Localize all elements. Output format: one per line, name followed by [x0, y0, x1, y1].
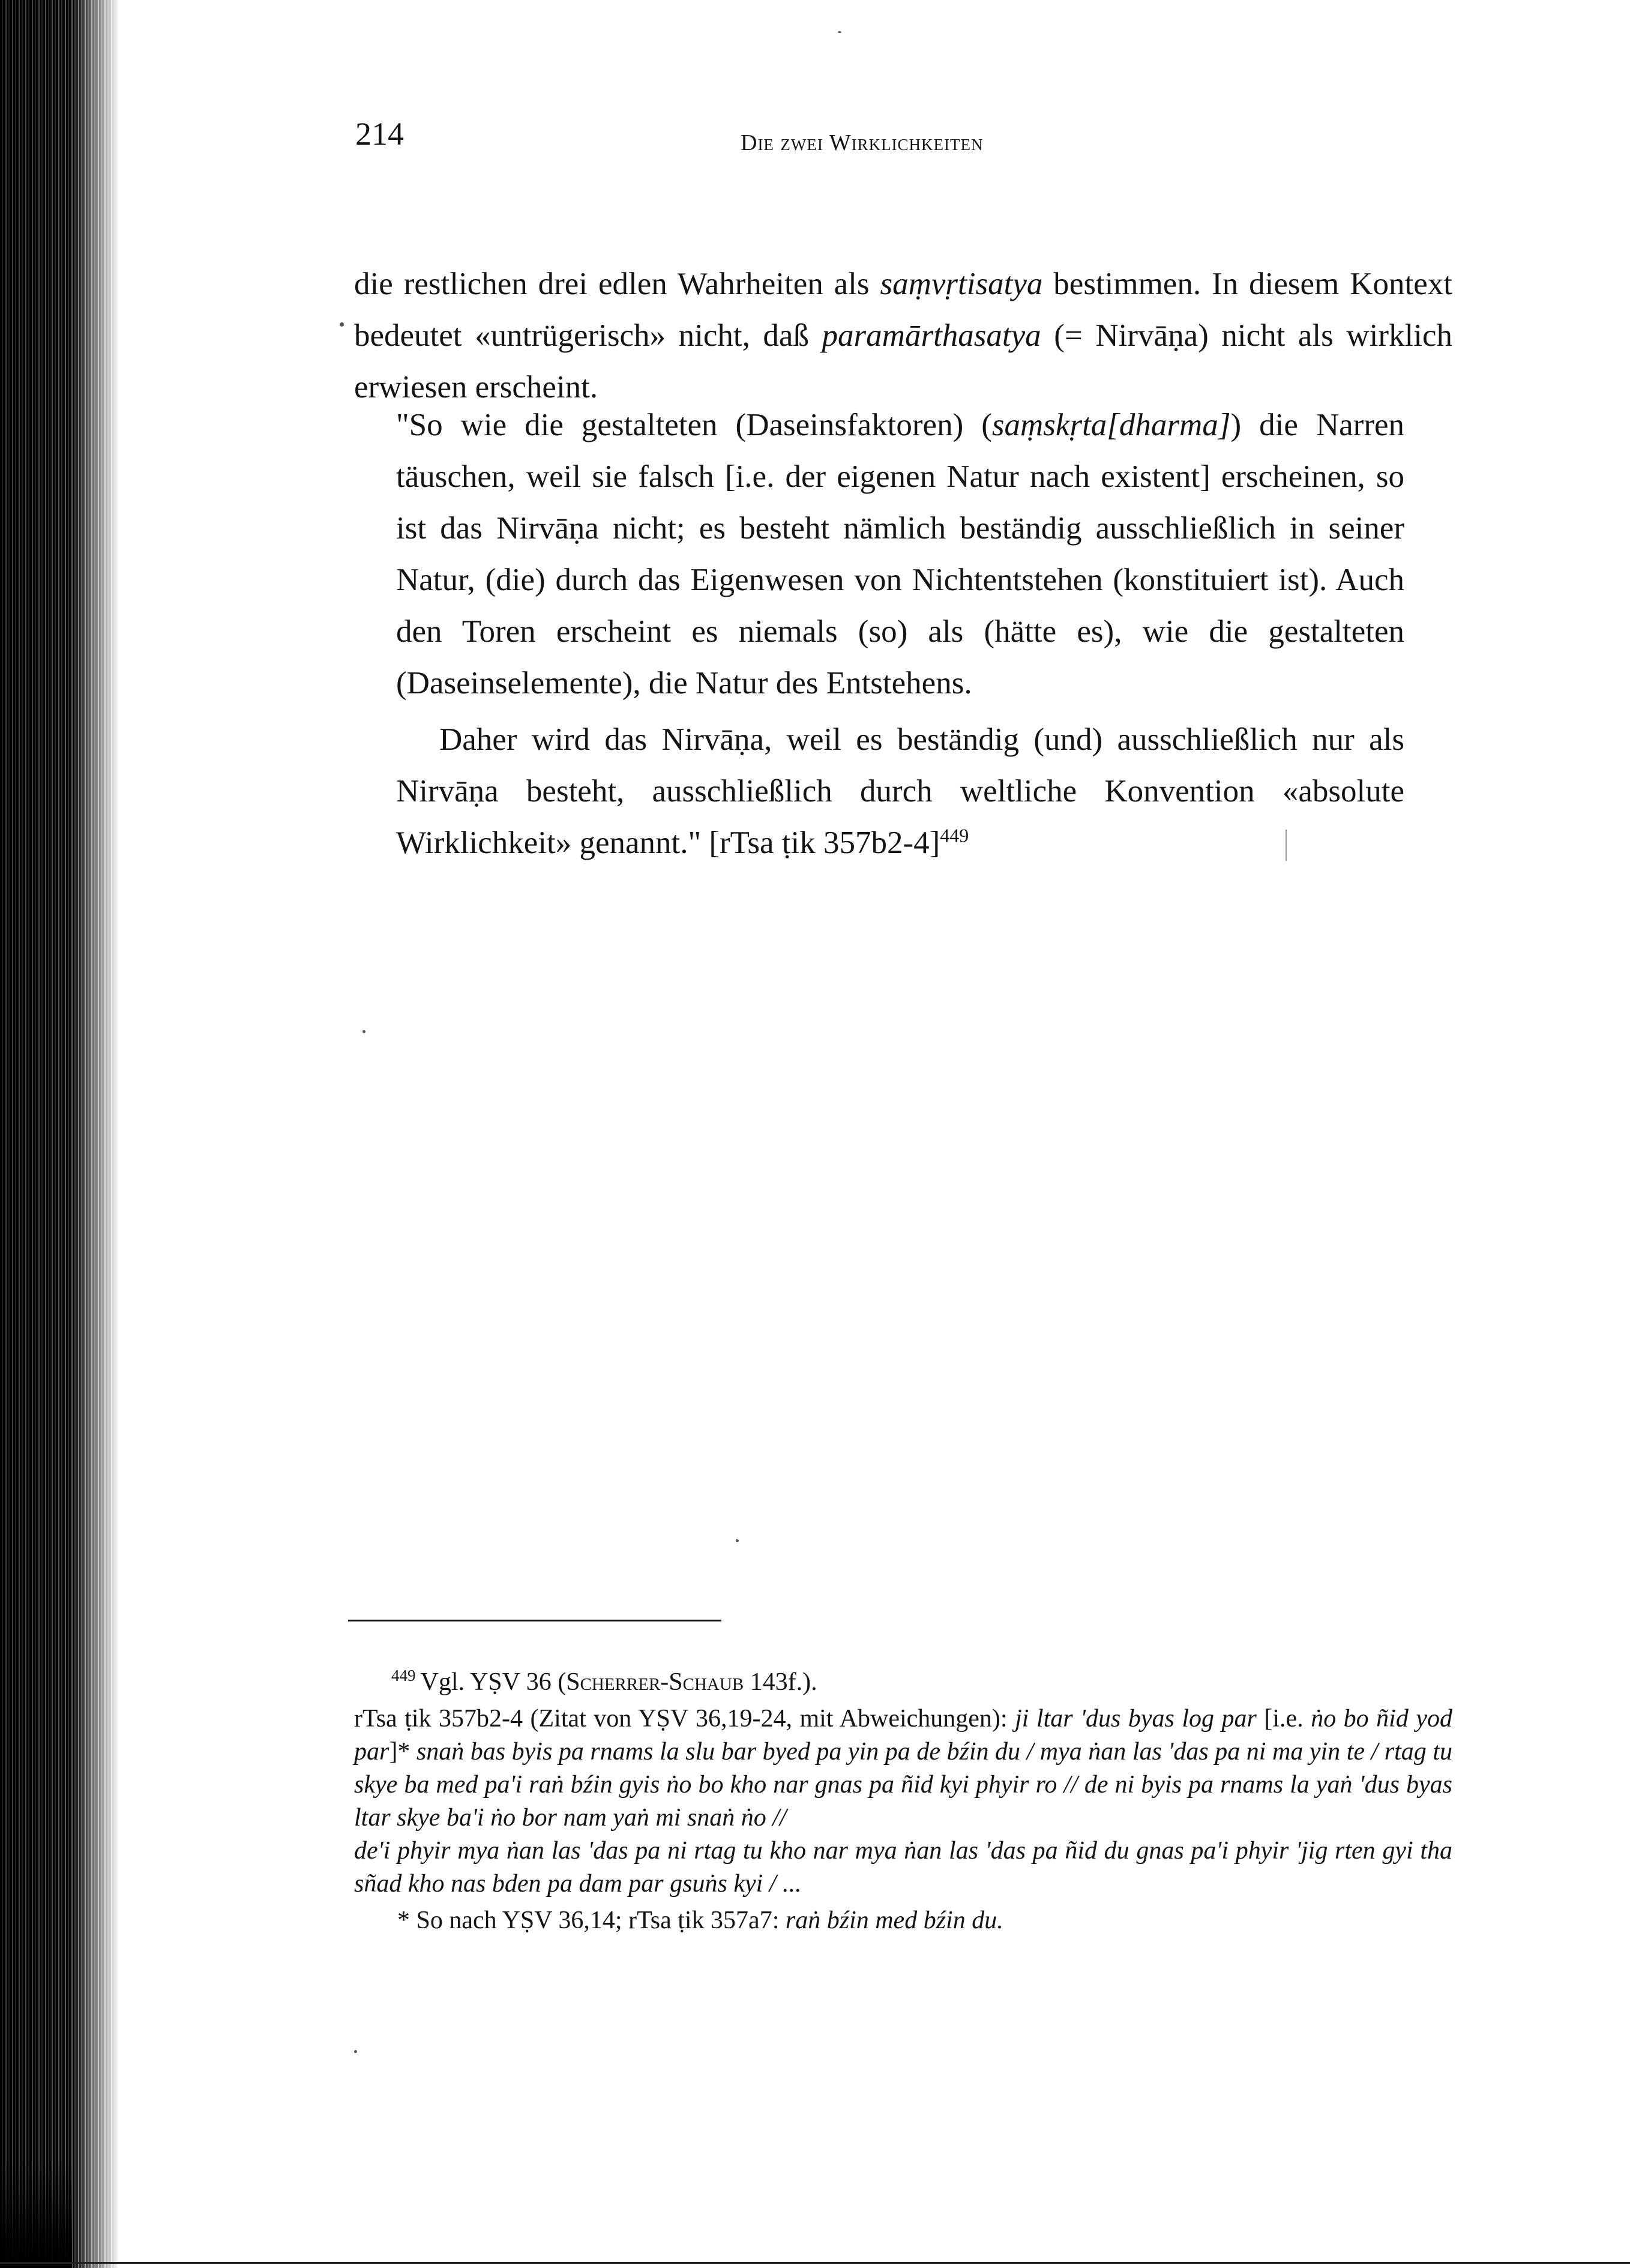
term-samskrta-dharma: saṃskṛta[dharma] [991, 408, 1231, 442]
footnote-text-segment: Vgl. YṢV 36 ( [420, 1668, 567, 1696]
scan-binding-shadow [0, 2161, 72, 2268]
footnote-star-note [354, 1904, 1452, 1937]
scan-bottom-edge [0, 2262, 1630, 2264]
block-quote [396, 399, 1404, 869]
tibetan-text: ji ltar 'dus byas log par [1015, 1705, 1257, 1733]
quote-text-segment: Daher wird das Nirvāṇa, weil es beständig (und) ausschließlich nur als Nirvāṇa besteht, ausschließlich durch weltliche Konvention «absolute Wirklichkeit» genannt." [rTsa ṭik 357b2-4] [396, 722, 1404, 860]
term-samvrtisatya: saṃvṛtisatya [880, 267, 1043, 301]
body-text-segment: bestimmen. In diesem Kontext bedeutet «untrügerisch» nicht, daß [354, 267, 1452, 353]
footnote-separator [348, 1620, 721, 1621]
footnote-tibetan-continuation [354, 1835, 1452, 1901]
tibetan-text: snaṅ bas byis pa rnams la slu bar byed pa yin pa de bźin du / mya ṅan las 'das pa ni ma yin te / rtag tu skye ba med pa'i raṅ bźin gyis ṅo bo kho nar gnas pa ñid kyi phyir ro // de ni byis pa rnams la yaṅ 'dus byas ltar skye ba'i ṅo bor nam yaṅ mi snaṅ ṅo // [354, 1738, 1452, 1832]
tibetan-text: raṅ bźin med bźin du. [785, 1907, 1003, 1934]
quote-paragraph-1 [396, 399, 1404, 709]
footnote-text-segment: rTsa ṭik 357b2-4 (Zitat von YṢV 36,19-24, mit Abweichungen): [354, 1705, 1015, 1733]
body-text-segment: die restlichen drei edlen Wahrheiten als [354, 267, 880, 301]
footnote-449 [354, 1666, 1452, 1699]
quote-text-segment: ) die Narren täuschen, weil sie falsch [i.e. der eigenen Natur nach existent] erscheinen, so ist das Nirvāṇa nicht; es besteht nämlich beständig ausschließlich in seiner Natur, (die) durch das Eigenwesen von Nichtentstehen (konstituiert ist). Auch den Toren erscheint es niemals (so) als (hätte es), wie die gestalteten (Daseinselemente), die Natur des Entstehens. [396, 408, 1404, 701]
running-head: Die zwei Wirklichkeiten [741, 130, 984, 155]
footnote-number: 449 [391, 1666, 416, 1684]
page-number: 214 [355, 116, 404, 152]
body-paragraph [354, 258, 1452, 413]
footnote-area [354, 1666, 1452, 1937]
footnote-text-segment: 143f.). [744, 1668, 817, 1696]
scan-speck [354, 2050, 357, 2053]
footnote-text-segment: ]* [389, 1738, 417, 1766]
quote-paragraph-2 [396, 714, 1404, 869]
quote-text-segment: "So wie die gestalteten (Daseinsfaktoren) ( [396, 408, 992, 442]
asterisk-mark: * [397, 1907, 410, 1934]
tibetan-text: de'i phyir mya ṅan las 'das pa ni rtag tu kho nar mya ṅan las 'das pa ñid du gnas pa'i phyir 'jig rten gyi tha sñad kho nas bden pa dam par gsuṅs kyi / ... [354, 1837, 1452, 1898]
scan-speck [838, 31, 841, 33]
footnote-tibetan-citation [354, 1703, 1452, 1835]
scan-speck [736, 1539, 739, 1542]
footnote-text-segment: So nach YṢV 36,14; rTsa ṭik 357a7: [416, 1907, 786, 1934]
body-text-segment: (= Nirvāṇa) nicht als wirklich erwiesen erscheint. [354, 318, 1452, 405]
footnote-reference[interactable]: 449 [940, 824, 969, 846]
scan-speck [362, 1030, 365, 1033]
scan-speck [340, 322, 344, 327]
footnote-author: Scherrer-Schaub [566, 1668, 744, 1696]
scan-binding-edge [0, 0, 120, 2268]
term-paramarthasatya: paramārthasatya [822, 318, 1041, 353]
footnote-text-segment: [i.e. [1256, 1705, 1311, 1733]
tibetan-text: ṅo bo ñid yod par [354, 1705, 1452, 1766]
